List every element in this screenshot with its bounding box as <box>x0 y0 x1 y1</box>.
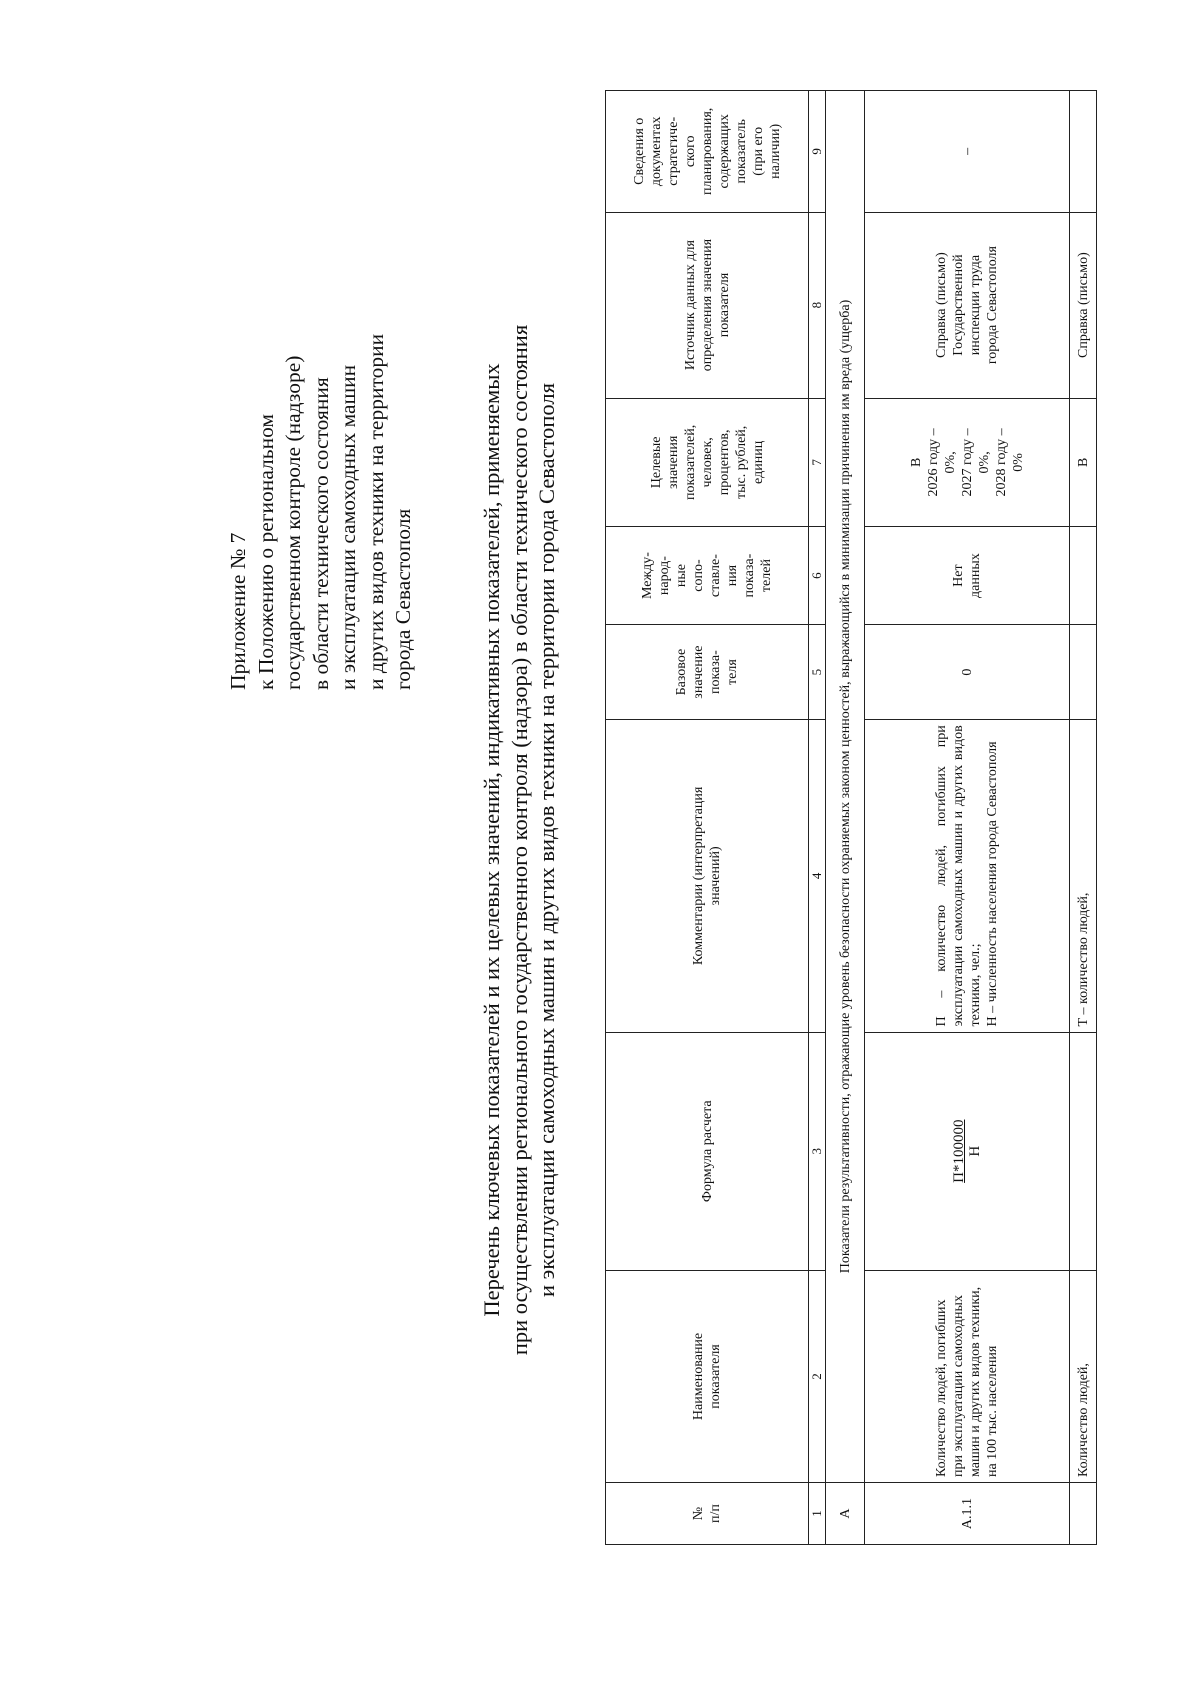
data-source: Справка (письмо) Государственной инспекции труда города Севастополя <box>865 212 1070 398</box>
formula-cell <box>1070 1032 1097 1270</box>
section-row <box>826 91 865 1545</box>
appendix-line: в области технического состояния <box>308 377 333 690</box>
indicators-table <box>605 90 1097 1545</box>
header-cell: Наименование показателя <box>606 1270 809 1482</box>
formula-fraction <box>951 1120 983 1183</box>
title-line: Перечень ключевых показателей и их целевых значений, индикативных показателей, применяемых <box>479 363 504 1317</box>
base-value <box>1070 624 1097 719</box>
appendix-line: Приложение № 7 <box>226 532 250 690</box>
column-number: 6 <box>809 527 826 625</box>
international-comparison: Нет данных <box>865 527 1070 625</box>
header-cell: Источник данных для определения значения показателя <box>606 212 809 398</box>
target-values: В <box>1070 398 1097 527</box>
appendix-line: к Положению о региональном <box>253 413 278 690</box>
column-number: 4 <box>809 720 826 1032</box>
indicator-name: Количество людей, погибших при эксплуатации самоходных машин и других видов техники, на 100 тыс. населения <box>865 1270 1070 1482</box>
header-cell: Базовое значение показа- теля <box>606 624 809 719</box>
appendix-block <box>225 130 418 690</box>
comment-cell: П – количество людей, погибших при эксплуатации самоходных машин и других видов техники, чел.; Н – численность населения города Севастополя <box>865 720 1070 1032</box>
appendix-line: и других видов техники на территории <box>363 333 388 690</box>
row-number <box>1070 1483 1097 1545</box>
header-cell: Целевые значения показателей, человек, процентов, тыс. рублей, единиц <box>606 398 809 527</box>
formula-numerator: П*100000 <box>950 1119 967 1183</box>
header-cell: Комментарии (интерпретация значений) <box>606 720 809 1032</box>
row-number: А.1.1 <box>865 1483 1070 1545</box>
formula-denominator: Н <box>966 1145 983 1157</box>
strategic-documents: – <box>865 91 1070 213</box>
column-number-row <box>809 91 826 1545</box>
strategic-documents <box>1070 91 1097 213</box>
header-row <box>606 91 809 1545</box>
column-number: 3 <box>809 1032 826 1270</box>
data-source: Справка (письмо) <box>1070 212 1097 398</box>
target-values: В 2026 году – 0%, 2027 году – 0%, 2028 году – 0% <box>865 398 1070 527</box>
column-number: 9 <box>809 91 826 213</box>
header-cell: № п/п <box>606 1483 809 1545</box>
appendix-line: и эксплуатации самоходных машин <box>336 364 360 690</box>
title-line: при осуществлении регионального государственного контроля (надзора) в области технического состояния <box>506 324 532 1356</box>
column-number: 2 <box>809 1270 826 1482</box>
column-number: 1 <box>809 1483 826 1545</box>
section-title: Показатели результативности, отражающие уровень безопасности охраняемых законом ценностей, выражающийся в минимизации причинения им вреда (ущерба) <box>826 91 865 1483</box>
base-value: 0 <box>865 624 1070 719</box>
formula-cell <box>865 1032 1070 1270</box>
column-number: 7 <box>809 398 826 527</box>
header-cell: Сведения о документах стратегиче- ского планирования, содержащих показатель (при его наличии) <box>606 91 809 213</box>
header-cell: Между- народ- ные сопо- ставле- ния показа- телей <box>606 527 809 625</box>
column-number: 8 <box>809 212 826 398</box>
international-comparison <box>1070 527 1097 625</box>
header-cell: Формула расчета <box>606 1032 809 1270</box>
column-number: 5 <box>809 624 826 719</box>
indicator-name: Количество людей, <box>1070 1270 1097 1482</box>
appendix-line: города Севастополя <box>391 508 415 690</box>
table-row <box>865 91 1070 1545</box>
title-line: и эксплуатации самоходных машин и других видов техники на территории города Севастополя <box>534 383 559 1297</box>
appendix-line: государственном контроле (надзоре) <box>281 355 305 690</box>
section-code: А <box>826 1483 865 1545</box>
comment-cell: Т – количество людей, <box>1070 720 1097 1032</box>
document-title <box>478 180 561 1500</box>
table-row <box>1070 91 1097 1545</box>
